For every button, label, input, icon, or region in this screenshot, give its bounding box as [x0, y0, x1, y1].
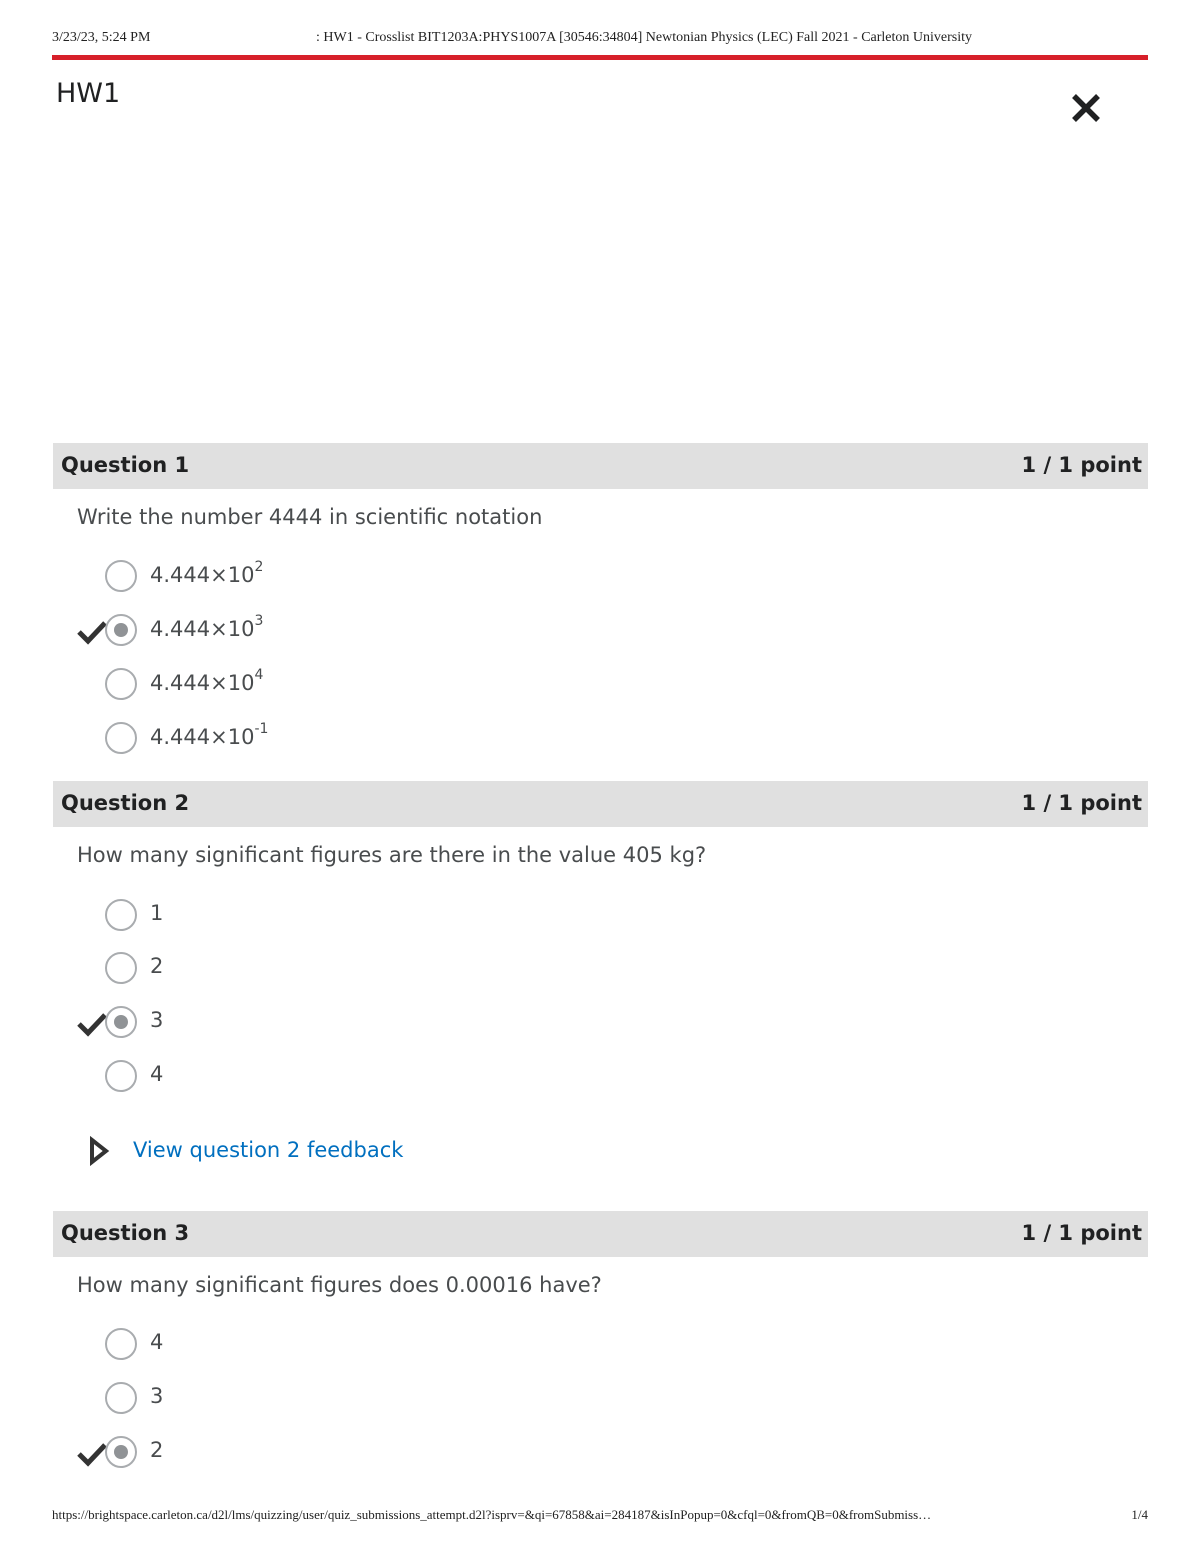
answer-option: [77, 1380, 477, 1420]
print-page-number: 1/4: [1131, 1507, 1148, 1522]
question-title: Question 1: [61, 453, 190, 477]
question-2-header: [53, 781, 1148, 827]
radio-button[interactable]: [105, 722, 137, 754]
checkmark-icon: [77, 1011, 107, 1037]
radio-button[interactable]: [105, 560, 137, 592]
question-1-header: [53, 443, 1148, 489]
question-points: 1 / 1 point: [1021, 791, 1142, 815]
option-label: 4: [150, 1062, 164, 1086]
accent-bar: [52, 55, 1148, 60]
option-label: 2: [150, 954, 164, 978]
answer-option: [77, 720, 477, 760]
question-prompt: Write the number 4444 in scientific notation: [77, 505, 543, 529]
option-label: 4: [150, 1330, 164, 1354]
answer-option: [77, 897, 477, 937]
radio-button[interactable]: [105, 1436, 137, 1468]
question-title: Question 2: [61, 791, 190, 815]
answer-option: [77, 558, 477, 598]
option-label: $4.444\times 10^3$: [150, 613, 264, 641]
radio-button[interactable]: [105, 668, 137, 700]
close-icon: [1068, 90, 1104, 126]
answer-option: [77, 1058, 477, 1098]
answer-option-selected: [77, 1004, 477, 1044]
question-3-header: [53, 1211, 1148, 1257]
print-date: 3/23/23, 5:24 PM: [52, 30, 151, 45]
answer-option: [77, 666, 477, 706]
feedback-link-text[interactable]: View question 2 feedback: [133, 1138, 404, 1162]
question-points: 1 / 1 point: [1021, 1221, 1142, 1245]
view-feedback-link[interactable]: [88, 1134, 488, 1168]
question-points: 1 / 1 point: [1021, 453, 1142, 477]
close-button[interactable]: [1068, 90, 1104, 126]
option-label: $4.444\times 10^{-1}$: [150, 721, 269, 749]
option-label: 3: [150, 1384, 164, 1408]
option-label: $4.444\times 10^2$: [150, 559, 264, 587]
option-label: 3: [150, 1008, 164, 1032]
answer-option-selected: [77, 612, 477, 652]
question-prompt: How many significant figures are there in the value 405 kg?: [77, 843, 707, 867]
radio-button[interactable]: [105, 1328, 137, 1360]
radio-button[interactable]: [105, 1006, 137, 1038]
play-triangle-icon: [88, 1136, 110, 1166]
print-footer: [52, 1507, 1148, 1525]
radio-button[interactable]: [105, 614, 137, 646]
checkmark-icon: [77, 619, 107, 645]
radio-button[interactable]: [105, 1382, 137, 1414]
radio-button[interactable]: [105, 952, 137, 984]
print-header: [52, 30, 1148, 48]
radio-button[interactable]: [105, 899, 137, 931]
option-label: 1: [150, 901, 164, 925]
checkmark-icon: [77, 1441, 107, 1467]
option-label: $4.444\times 10^4$: [150, 667, 264, 695]
radio-button[interactable]: [105, 1060, 137, 1092]
page-title: HW1: [56, 78, 121, 109]
answer-option: [77, 950, 477, 990]
option-label: 2: [150, 1438, 164, 1462]
question-prompt: How many significant figures does 0.00016 have?: [77, 1273, 602, 1297]
answer-option-selected: [77, 1434, 477, 1474]
question-title: Question 3: [61, 1221, 190, 1245]
answer-option: [77, 1326, 477, 1366]
print-page-title: : HW1 - Crosslist BIT1203A:PHYS1007A [30546:34804] Newtonian Physics (LEC) Fall 2021 - Carleton University: [316, 30, 973, 45]
print-url: https://brightspace.carleton.ca/d2l/lms/quizzing/user/quiz_submissions_attempt.d2l?isprv=&qi=67858&ai=284187&isInPopup=0&cfql=0&fromQB=0&fromSubmiss…: [52, 1507, 932, 1522]
